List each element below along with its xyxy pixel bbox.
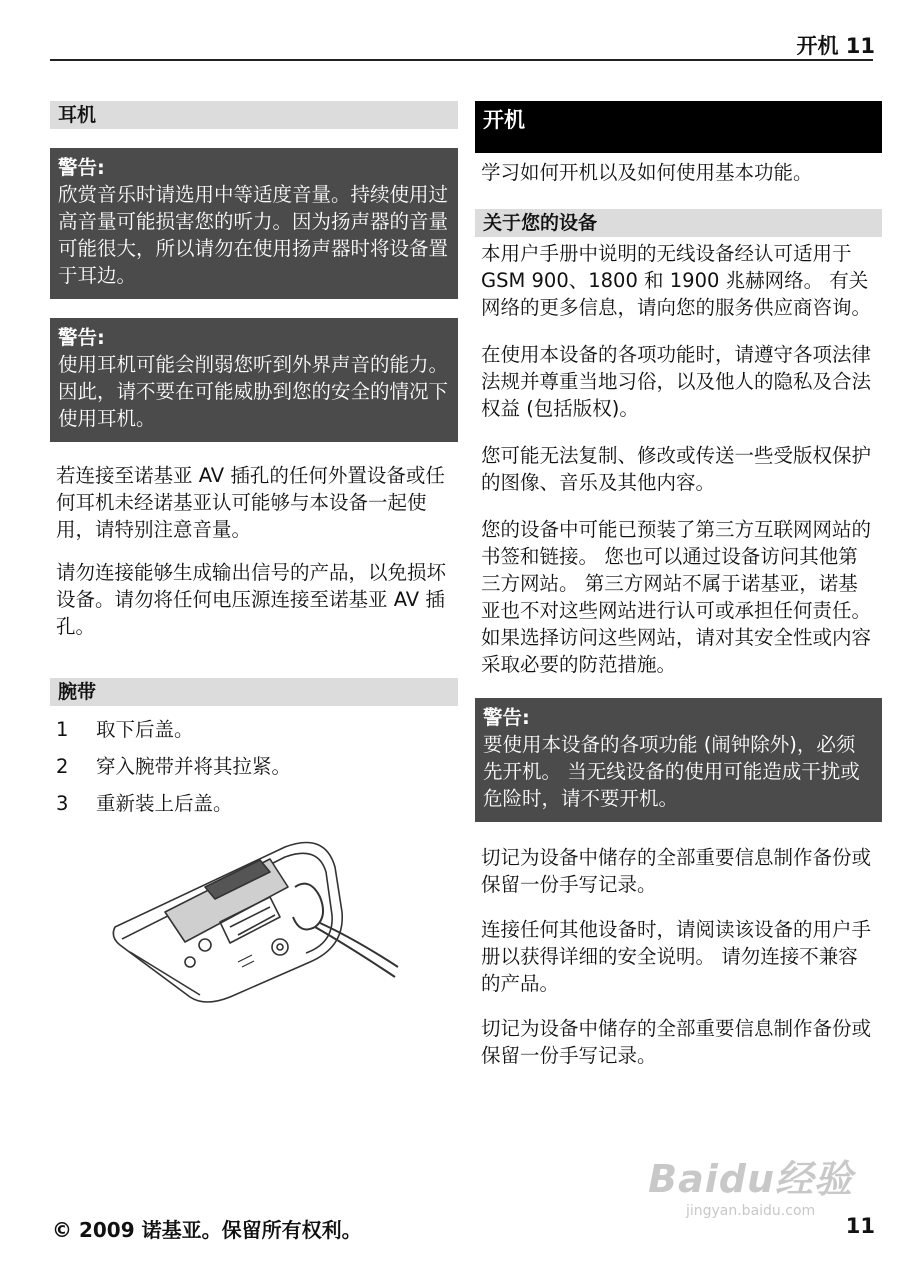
paragraph-voltage-warning: 请勿连接能够生成输出信号的产品，以免损坏设备。请勿将任何电压源连接至诺基亚 AV 插孔。 [56, 561, 447, 638]
left-column [50, 101, 458, 1007]
paragraph-safety-instructions: 连接任何其他设备时，请阅读该设备的用户手册以获得详细的安全说明。 请勿连接不兼容的产品。 [481, 918, 872, 995]
footer-copyright: © 2009 诺基亚。保留所有权利。 [52, 1218, 362, 1242]
right-column [475, 101, 882, 1069]
step-number: 2 [56, 755, 69, 778]
list-item [56, 790, 452, 817]
paragraph-third-party: 您的设备中可能已预装了第三方互联网网站的书签和链接。 您也可以通过设备访问其他第三方网站。 第三方网站不属于诺基亚，诺基亚也不对这些网站进行认可或承担任何责任。 如果选择访问这些网站，请对其安全性或内容采取必要的防范措施。 [481, 518, 872, 676]
step-number: 1 [56, 718, 69, 741]
wrist-strap-illustration [110, 827, 400, 1007]
paragraph-laws: 在使用本设备的各项功能时，请遵守各项法律法规并尊重当地习俗，以及他人的隐私及合法权益 (包括版权)。 [481, 343, 872, 420]
warning-text: 要使用本设备的各项功能 (闹钟除外)，必须先开机。 当无线设备的使用可能造成干扰或危险时，请不要开机。 [483, 733, 860, 810]
paragraph-intro: 学习如何开机以及如何使用基本功能。 [481, 161, 813, 184]
warning-text: 使用耳机可能会削弱您听到外界声音的能力。因此，请不要在可能威胁到您的安全的情况下使用耳机。 [58, 353, 449, 430]
section-heading-strap: 腕带 [50, 678, 458, 706]
step-number: 3 [56, 792, 69, 815]
step-text: 穿入腕带并将其拉紧。 [96, 755, 292, 778]
watermark-url: jingyan.baidu.com [685, 1203, 816, 1219]
list-item [56, 716, 452, 743]
warning-box-power-on [475, 698, 882, 822]
paragraph-backup: 切记为设备中储存的全部重要信息制作备份或保留一份手写记录。 [481, 846, 872, 896]
paragraph-network: 本用户手册中说明的无线设备经认可适用于 GSM 900、1800 和 1900 兆赫网络。 有关网络的更多信息，请向您的服务供应商咨询。 [481, 242, 872, 319]
warning-title: 警告: [58, 326, 105, 349]
header-divider [50, 59, 873, 61]
paragraph-copyright: 您可能无法复制、修改或传送一些受版权保护的图像、音乐及其他内容。 [481, 444, 872, 494]
strap-steps-list [50, 716, 458, 817]
step-text: 重新装上后盖。 [96, 792, 233, 815]
footer-page-number: 11 [845, 1214, 875, 1238]
paragraph-backup-repeat: 切记为设备中储存的全部重要信息制作备份或保留一份手写记录。 [481, 1017, 872, 1067]
warning-text: 欣赏音乐时请选用中等适度音量。持续使用过高音量可能损害您的听力。因为扬声器的音量可能很大，所以请勿在使用扬声器时将设备置于耳边。 [58, 183, 449, 287]
warning-box-volume [50, 148, 458, 299]
section-heading-power-on: 开机 [475, 101, 882, 153]
list-item [56, 753, 452, 780]
warning-title: 警告: [483, 706, 530, 729]
baidu-watermark [648, 1148, 853, 1219]
section-heading-about-device: 关于您的设备 [475, 209, 882, 237]
page-header-title: 开机 11 [796, 34, 875, 58]
watermark-logo: Baidu经验 [648, 1157, 853, 1201]
paragraph-av-connection: 若连接至诺基亚 AV 插孔的任何外置设备或任何耳机未经诺基亚认可能够与本设备一起使用，请特别注意音量。 [56, 464, 445, 541]
section-heading-earphone: 耳机 [50, 101, 458, 129]
warning-title: 警告: [58, 156, 105, 179]
warning-box-headset [50, 318, 458, 442]
step-text: 取下后盖。 [96, 718, 194, 741]
